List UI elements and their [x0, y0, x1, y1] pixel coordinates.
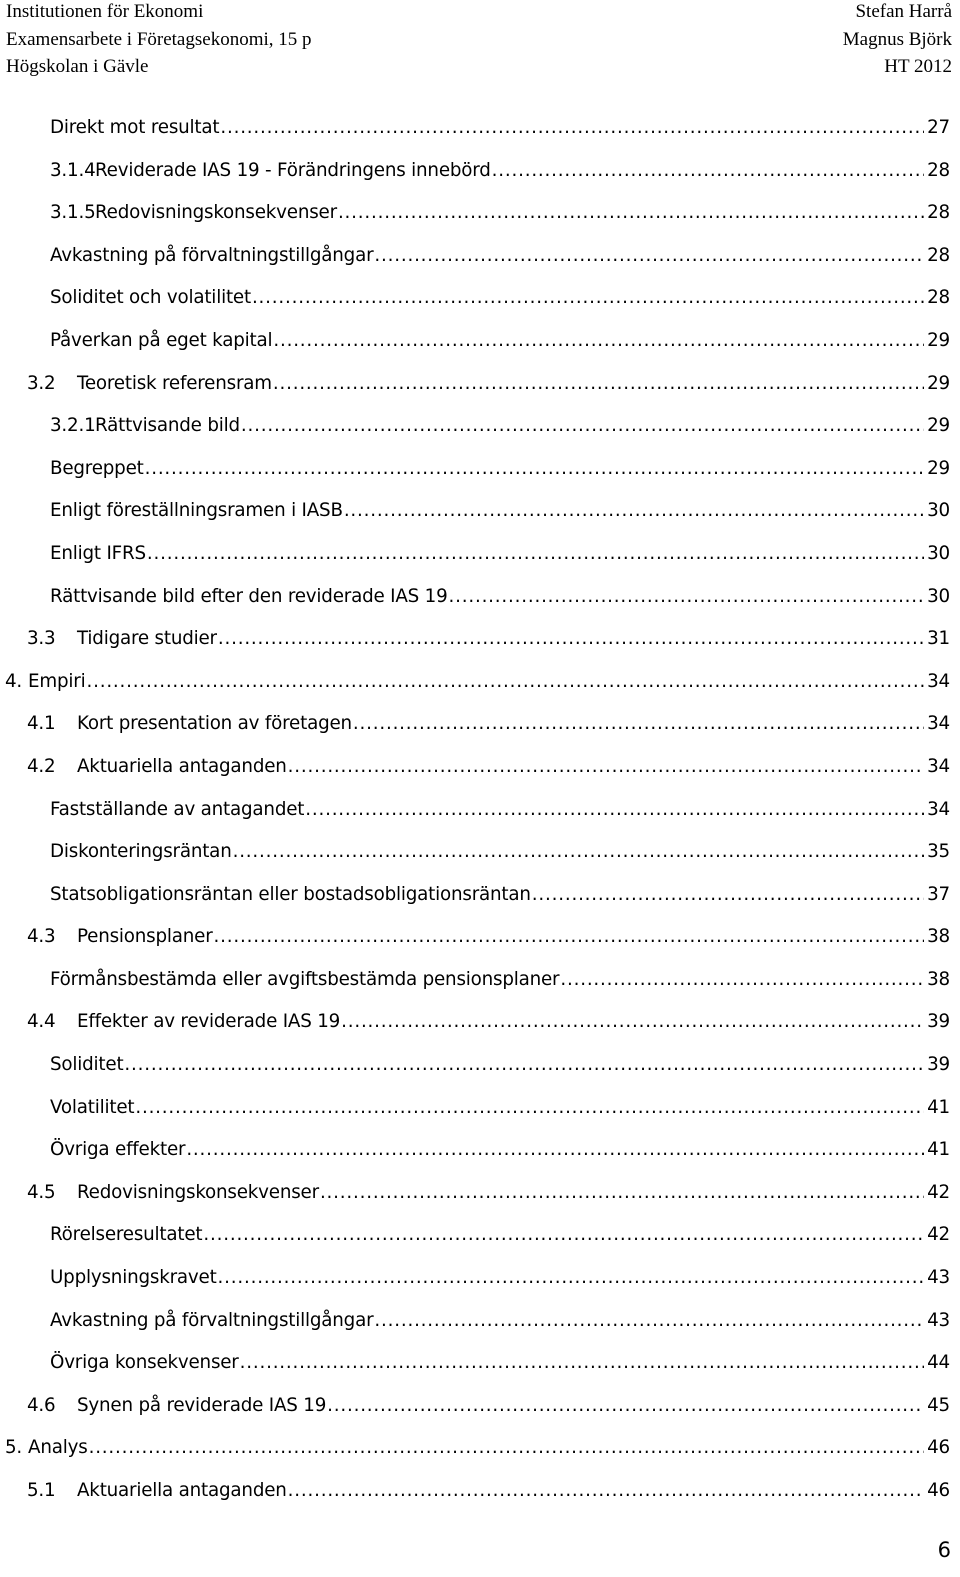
- toc-entry-number: 3.2.1: [50, 415, 96, 437]
- toc-entry-label: Diskonteringsräntan: [50, 841, 232, 863]
- toc-entry-label: Påverkan på eget kapital: [50, 329, 273, 351]
- toc-entry-row: [50, 235, 950, 278]
- toc-entry[interactable]: [27, 363, 960, 406]
- dot-leader: [233, 831, 925, 874]
- dot-leader: [214, 916, 925, 959]
- toc-entry-number: 3.3: [27, 628, 56, 650]
- toc-entry-page: 45: [927, 1394, 950, 1416]
- toc-entry-page: 28: [927, 244, 950, 266]
- toc-entry-label: Kort presentation av företagen: [77, 713, 352, 735]
- dot-leader: [220, 107, 924, 150]
- toc-entry-page: 44: [927, 1352, 950, 1374]
- dot-leader: [203, 1214, 924, 1257]
- toc-entry[interactable]: [50, 959, 960, 1002]
- toc-entry[interactable]: [50, 448, 960, 491]
- toc-entry-row: [50, 405, 950, 448]
- toc-entry-number: 3.1.4: [50, 159, 96, 181]
- toc-entry[interactable]: [5, 1427, 960, 1470]
- toc-entry-page: 41: [927, 1096, 950, 1118]
- dot-leader: [186, 1129, 924, 1172]
- toc-entry-row: [5, 661, 950, 704]
- toc-entry-label: Teoretisk referensram: [77, 372, 272, 394]
- dot-leader: [341, 1001, 924, 1044]
- toc-entry-label: Synen på reviderade IAS 19: [77, 1394, 327, 1416]
- dot-leader: [532, 874, 924, 917]
- toc-entry-page: 28: [927, 287, 950, 309]
- toc-entry-row: [50, 150, 950, 193]
- toc-entry[interactable]: [27, 746, 960, 789]
- toc-entry-page: 41: [927, 1139, 950, 1161]
- toc-entry-label: Aktuariella antaganden: [77, 1480, 287, 1501]
- toc-entry-row: [27, 746, 950, 789]
- header-left-block: [6, 0, 312, 81]
- page-header: [0, 0, 960, 80]
- dot-leader: [288, 746, 924, 789]
- toc-entry[interactable]: [5, 661, 960, 704]
- toc-entry-row: [50, 1257, 950, 1300]
- toc-entry-row: [50, 789, 950, 832]
- toc-entry-number: 3.1.5: [50, 202, 96, 224]
- dot-leader: [449, 576, 925, 619]
- toc-entry-label: Analys: [28, 1437, 88, 1459]
- toc-entry-row: [27, 916, 950, 959]
- toc-entry-row: [5, 1427, 950, 1470]
- header-author-2: Magnus Björk: [842, 28, 952, 50]
- toc-entry[interactable]: [50, 1214, 960, 1257]
- toc-entry-row: [50, 1342, 950, 1385]
- toc-entry[interactable]: [27, 916, 960, 959]
- toc-entry-page: 29: [927, 457, 950, 479]
- toc-entry-label: Övriga effekter: [50, 1139, 186, 1161]
- toc-entry-label: Reviderade IAS 19 - Förändringens innebörd: [95, 159, 491, 181]
- toc-entry-row: [50, 576, 950, 619]
- toc-entry-label: Aktuariella antaganden: [77, 755, 287, 777]
- toc-entry-page: 29: [927, 415, 950, 437]
- table-of-contents: [0, 107, 960, 1513]
- dot-leader: [218, 618, 924, 661]
- dot-leader: [218, 1257, 925, 1300]
- toc-entry-row: [50, 192, 950, 235]
- toc-entry-number: 4.3: [27, 926, 56, 948]
- toc-entry-page: 43: [927, 1309, 950, 1331]
- toc-entry-row: [50, 874, 950, 917]
- toc-entry[interactable]: [27, 1385, 960, 1428]
- toc-entry-label: Rättvisande bild efter den reviderade IAS 19: [50, 585, 448, 607]
- toc-entry-number: 4.2: [27, 755, 56, 777]
- toc-entry-label: Effekter av reviderade IAS 19: [77, 1011, 341, 1033]
- toc-entry-label: Avkastning på förvaltningstillgångar: [50, 244, 374, 266]
- dot-leader: [124, 1044, 924, 1087]
- toc-entry-page: 30: [927, 585, 950, 607]
- toc-entry-page: 35: [927, 841, 950, 863]
- toc-entry-row: [50, 533, 950, 576]
- toc-entry-label: Tidigare studier: [77, 628, 217, 650]
- dot-leader: [374, 235, 924, 278]
- header-university: Högskolan i Gävle: [6, 56, 149, 77]
- toc-entry-page: 46: [927, 1437, 950, 1459]
- toc-entry[interactable]: [50, 576, 960, 619]
- header-course: Examensarbete i Företagsekonomi, 15 p: [6, 28, 312, 50]
- toc-entry[interactable]: [50, 277, 960, 320]
- dot-leader: [327, 1385, 924, 1428]
- toc-entry-row: [50, 490, 950, 533]
- header-institution: Institutionen för Ekonomi: [6, 1, 204, 22]
- toc-entry-page: 34: [927, 713, 950, 735]
- toc-entry[interactable]: [50, 789, 960, 832]
- dot-leader: [86, 661, 924, 704]
- toc-entry-page: 29: [927, 329, 950, 351]
- toc-entry-label: Rörelseresultatet: [50, 1224, 203, 1246]
- toc-entry-label: Redovisningskonsekvenser: [77, 1181, 319, 1203]
- toc-entry[interactable]: [50, 320, 960, 363]
- toc-entry-label: Soliditet: [50, 1054, 124, 1076]
- toc-entry-row: [27, 1172, 950, 1215]
- dot-leader: [560, 959, 924, 1002]
- toc-entry-page: 28: [927, 202, 950, 224]
- toc-entry-row: [50, 1300, 950, 1343]
- toc-entry-label: Rättvisande bild: [95, 415, 240, 437]
- toc-entry[interactable]: [27, 1470, 960, 1513]
- toc-entry-page: 30: [927, 500, 950, 522]
- toc-entry-row: [50, 959, 950, 1002]
- toc-entry[interactable]: [50, 235, 960, 278]
- dot-leader: [374, 1300, 924, 1343]
- dot-leader: [273, 320, 924, 363]
- toc-entry-page: 29: [927, 372, 950, 394]
- dot-leader: [320, 1172, 924, 1215]
- toc-entry-row: [50, 1044, 950, 1087]
- dot-leader: [89, 1427, 925, 1470]
- toc-entry-row: [27, 703, 950, 746]
- toc-entry[interactable]: [50, 150, 960, 193]
- toc-entry-page: 34: [927, 670, 950, 692]
- toc-entry-number: 3.2: [27, 372, 56, 394]
- toc-entry-row: [27, 618, 950, 661]
- dot-leader: [353, 703, 924, 746]
- toc-entry-number: 4.: [5, 670, 23, 692]
- dot-leader: [492, 150, 924, 193]
- toc-entry-label: Redovisningskonsekvenser: [95, 202, 337, 224]
- toc-entry-page: 34: [927, 798, 950, 820]
- toc-entry-label: Statsobligationsräntan eller bostadsobligationsräntan: [50, 883, 531, 905]
- toc-entry[interactable]: [50, 192, 960, 235]
- toc-entry-page: 43: [927, 1267, 950, 1289]
- toc-entry-number: 4.4: [27, 1011, 56, 1033]
- toc-entry-label: Pensionsplaner: [77, 926, 213, 948]
- toc-entry-label: Övriga konsekvenser: [50, 1352, 239, 1374]
- toc-entry-row: [50, 1087, 950, 1130]
- header-term: HT 2012: [884, 56, 952, 77]
- toc-entry-number: 4.6: [27, 1394, 56, 1416]
- toc-entry-number: 4.1: [27, 713, 56, 735]
- toc-entry-page: 28: [927, 159, 950, 181]
- toc-entry[interactable]: [50, 490, 960, 533]
- toc-entry-label: Förmånsbestämda eller avgiftsbestämda pensionsplaner: [50, 968, 560, 990]
- toc-entry-label: Soliditet och volatilitet: [50, 287, 251, 309]
- toc-entry-page: 39: [927, 1011, 950, 1033]
- toc-entry-label: Upplysningskravet: [50, 1267, 217, 1289]
- toc-entry-label: Enligt föreställningsramen i IASB: [50, 500, 343, 522]
- toc-entry-label: Direkt mot resultat: [50, 117, 220, 138]
- toc-entry[interactable]: [27, 1172, 960, 1215]
- toc-entry-row: [50, 1129, 950, 1172]
- toc-entry[interactable]: [50, 107, 960, 150]
- toc-entry[interactable]: [50, 1257, 960, 1300]
- dot-leader: [147, 533, 924, 576]
- toc-entry-page: 42: [927, 1181, 950, 1203]
- toc-entry[interactable]: [50, 405, 960, 448]
- toc-entry-page: 30: [927, 542, 950, 564]
- toc-entry-label: Enligt IFRS: [50, 542, 146, 564]
- toc-entry[interactable]: [50, 1044, 960, 1087]
- toc-entry-row: [27, 1470, 950, 1513]
- dot-leader: [240, 1342, 924, 1385]
- dot-leader: [344, 490, 924, 533]
- header-right-block: [843, 0, 952, 81]
- toc-entry-page: 42: [927, 1224, 950, 1246]
- toc-entry[interactable]: [27, 1001, 960, 1044]
- dot-leader: [338, 192, 924, 235]
- toc-entry[interactable]: [50, 1129, 960, 1172]
- toc-entry-row: [50, 448, 950, 491]
- toc-entry-row: [27, 1385, 950, 1428]
- dot-leader: [305, 789, 924, 832]
- toc-entry-row: [50, 831, 950, 874]
- toc-entry-page: 27: [927, 117, 950, 138]
- toc-entry-page: 38: [927, 968, 950, 990]
- toc-entry-label: Begreppet: [50, 457, 144, 479]
- dot-leader: [241, 405, 924, 448]
- toc-entry[interactable]: [50, 533, 960, 576]
- toc-entry-row: [27, 1001, 950, 1044]
- dot-leader: [135, 1087, 924, 1130]
- toc-entry-row: [50, 277, 950, 320]
- dot-leader: [273, 363, 924, 406]
- toc-entry-label: Volatilitet: [50, 1096, 135, 1118]
- toc-entry-number: 5.1: [27, 1480, 56, 1501]
- toc-entry-number: 4.5: [27, 1181, 56, 1203]
- toc-entry-page: 46: [927, 1480, 950, 1501]
- toc-entry-label: Avkastning på förvaltningstillgångar: [50, 1309, 374, 1331]
- toc-entry[interactable]: [27, 703, 960, 746]
- toc-entry[interactable]: [50, 1342, 960, 1385]
- toc-entry-number: 5.: [5, 1437, 23, 1459]
- toc-entry-label: Empiri: [28, 670, 86, 692]
- dot-leader: [252, 277, 924, 320]
- toc-entry-label: Fastställande av antagandet: [50, 798, 305, 820]
- toc-entry-page: 38: [927, 926, 950, 948]
- toc-entry-page: 34: [927, 755, 950, 777]
- toc-entry[interactable]: [50, 1087, 960, 1130]
- toc-entry[interactable]: [27, 618, 960, 661]
- toc-entry-page: 39: [927, 1054, 950, 1076]
- toc-entry-row: [50, 320, 950, 363]
- toc-entry[interactable]: [50, 831, 960, 874]
- toc-entry-page: 37: [927, 883, 950, 905]
- header-author-1: Stefan Harrå: [855, 1, 952, 22]
- dot-leader: [145, 448, 925, 491]
- toc-entry[interactable]: [50, 1300, 960, 1343]
- toc-entry-page: 31: [927, 628, 950, 650]
- toc-entry[interactable]: [50, 874, 960, 917]
- dot-leader: [288, 1470, 924, 1513]
- toc-entry-row: [50, 107, 950, 150]
- toc-entry-row: [50, 1214, 950, 1257]
- page-number: 6: [937, 1538, 951, 1562]
- toc-entry-row: [27, 363, 950, 406]
